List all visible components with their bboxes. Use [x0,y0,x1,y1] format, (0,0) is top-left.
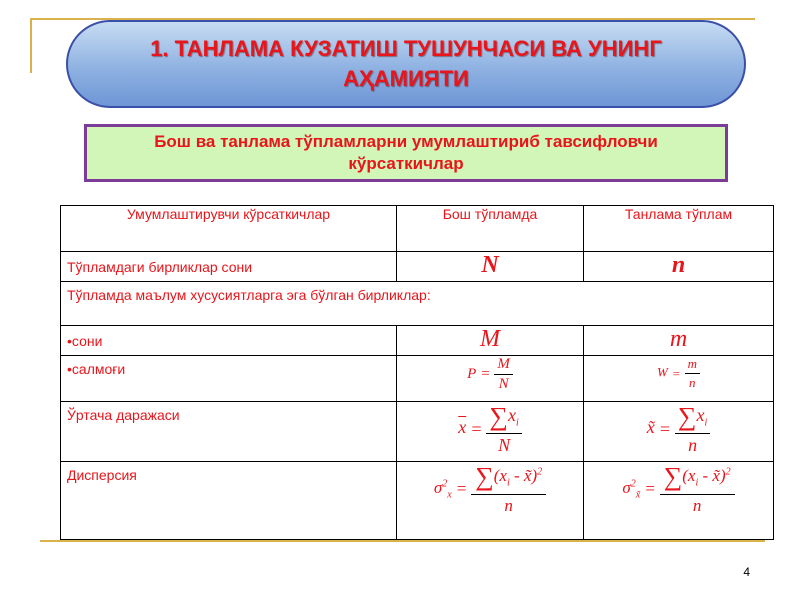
table-row [61,356,774,402]
subtitle-box [84,124,728,182]
formula-general-feature-count: M [480,326,500,352]
formula-general-mean: $\overline{x}$ = $\frac{\sum x_i}{N}$ [397,402,584,462]
page-title: 1. ТАНЛАМА КУЗАТИШ ТУШУНЧАСИ ВА УНИНГ АҲАМИЯТИ [150,36,662,91]
frame-bottom-line [40,540,765,542]
table-row [61,402,774,462]
formula-sample-mean: x̃ = $\frac{\sum x_i}{n}$ [584,402,774,462]
page-number: 4 [743,565,750,579]
row-label: Тўпламда маълум хусусиятларга эга бўлган бирликлар: [61,282,774,326]
formula-general-share: P = $\frac{M}{N}$ [397,356,584,402]
frame-left-line [30,18,32,73]
header-sample-population: Танлама тўплам [584,206,774,252]
table-row [61,326,774,356]
row-label: Дисперсия [61,462,397,540]
row-label: • сони [61,326,397,356]
formula-sample-share: W = $\frac{m}{n}$ [584,356,774,402]
formula-general-count: N [481,252,499,278]
table-header-row [61,206,774,252]
header-general-population: Бош тўпламда [397,206,584,252]
header-indicators: Умумлаштирувчи кўрсаткичлар [61,206,397,252]
subtitle-text: Бош ва танлама тўпламларни умумлаштириб тавсифловчи кўрсаткичлар [154,132,658,173]
formula-sample-feature-count: m [669,326,688,352]
row-label: Ўртача даражаси [61,402,397,462]
table-row [61,252,774,282]
row-label: • салмоғи [61,356,397,402]
table-row [61,282,774,326]
title-banner [66,20,746,108]
indicators-table [60,205,774,540]
table-row [61,462,774,540]
row-label: Тўпламдаги бирликлар сони [61,252,397,282]
formula-general-variance: $\sigma^2_x$ = $\frac{\sum(x_i - x̃)^2}{n}$ [397,462,584,540]
formula-sample-count: n [671,252,686,278]
formula-sample-variance: $\sigma^2_{x̃}$ = $\frac{\sum(x_i - x̃)^2}{n}$ [584,462,774,540]
